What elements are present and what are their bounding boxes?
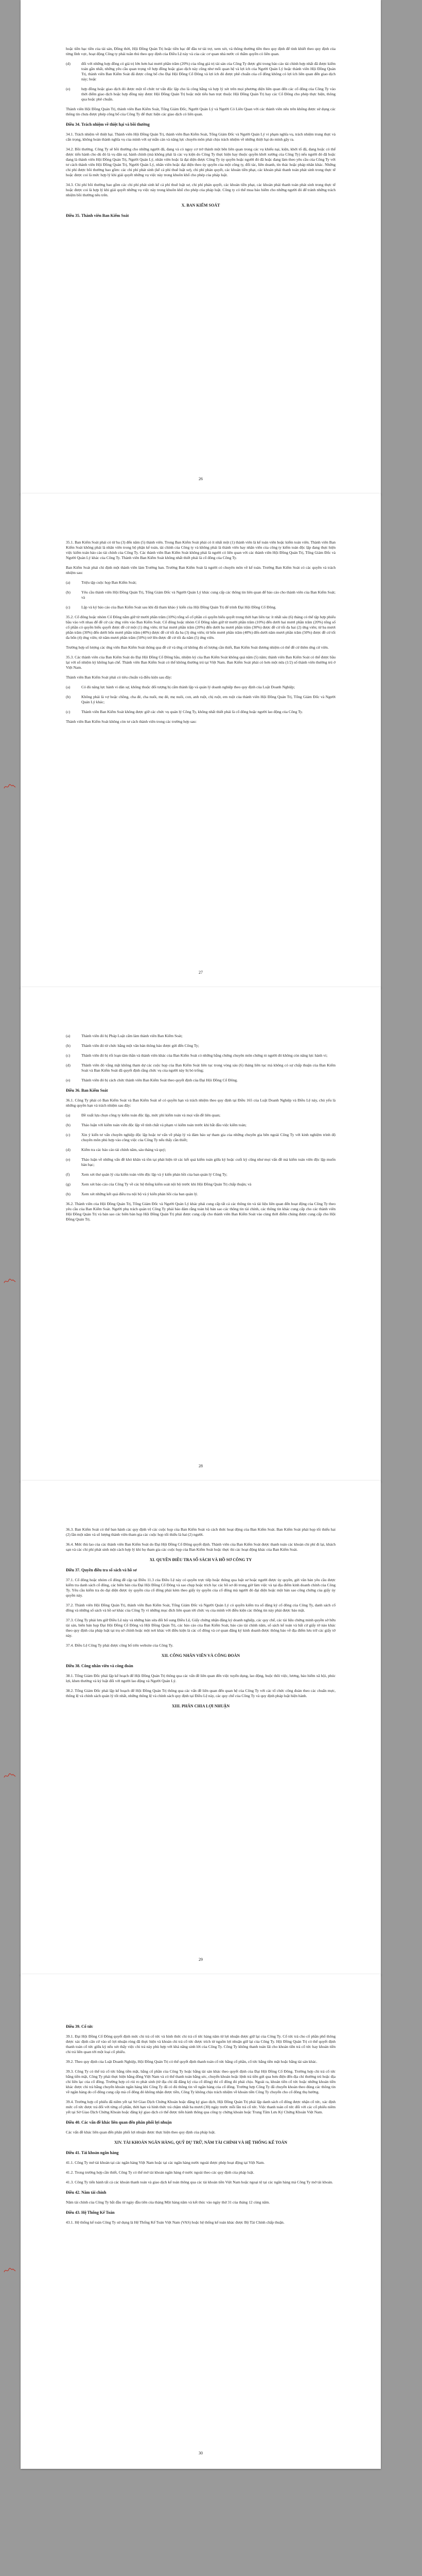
list-item-text: đối với những hợp đồng có giá trị lớn hơn hai mươi phần trăm (20%) của tổng giá trị tài sản của Công Ty được ghi trong báo cáo tài chính hợp nhất đã được kiểm toán gần nhất, những yêu cầu quan trọng về hợp đồng hoặc giao dịch này cũng như mối quan hệ và lợi ích của Người Quản Lý hoặc thành viên Hội Đồng Quản Trị, thành viên Ban Kiểm Soát đã được công bố cho Đại Hội Đồng Cổ Đông và lợi ích đó được phê chuẩn của cổ đông không có lợi ích liên quan đến giao dịch này; hoặc xyxy=(81,61,336,81)
paragraph: 37.2. Thành viên Hội Đồng Quản Trị, thành viên Ban Kiểm Soát, Tổng Giám Đốc và Người Quản Lý có quyền kiểm tra sổ đăng ký cổ đông của Công Ty, danh sách cổ đông và những sổ sách và hồ sơ khác của Công Ty vì những mục đích liên quan tới chức vụ của mình với điều kiện các thông tin này phải được bảo mật. xyxy=(66,1603,336,1613)
list-item-label: (e) xyxy=(66,1157,71,1162)
paragraph: 36.1. Công Ty phải có Ban Kiểm Soát và Ban Kiểm Soát sẽ có quyền hạn và trách nhiệm theo quy định tại Điều 165 của Luật Doanh Nghiệp và Điều Lệ này, chủ yếu là những quyền hạn và trách nhiệm sau đây: xyxy=(66,1098,336,1108)
list-item xyxy=(66,1182,336,1187)
list-item xyxy=(66,61,336,82)
article-heading: Điều 35. Thành viên Ban Kiểm Soát xyxy=(66,213,129,218)
paragraph: 37.4. Điều Lệ Công Ty phải được công bố trên website của Công Ty. xyxy=(66,1643,173,1648)
list-item-text: Thành viên đó vắng mặt không tham dự các cuộc họp của Ban Kiểm Soát liên tục trong vòng sáu (6) tháng liên tục mà không có sự chấp thuận của Ban Kiểm Soát và Ban Kiểm Soát đã quyết định rằng chức vụ của người này bị bỏ trống; xyxy=(81,1063,336,1073)
list-item-label: (b) xyxy=(66,694,71,699)
list-item-label: (a) xyxy=(66,1033,71,1038)
initial-mark xyxy=(3,2267,16,2274)
list-item-text: Thành viên đó bị rối loạn tâm thần và thành viên khác của Ban Kiểm Soát có những bằng chứng chuyên môn chứng tỏ người đó không còn năng lực hành vi; xyxy=(81,1053,328,1058)
document-page xyxy=(21,1974,381,2469)
chapter-heading: XII. CÔNG NHÂN VIÊN VÀ CÔNG ĐOÀN xyxy=(161,1653,240,1658)
paragraph: 43.1. Hệ thống kế toán Công Ty sử dụng là Hệ Thống Kế Toán Việt Nam (VAS) hoặc hệ thống kế toán khác được Bộ Tài Chính chấp thuận. xyxy=(66,2220,285,2225)
page-content xyxy=(21,494,381,724)
paragraph: 39.4. Trường hợp cổ phiếu đã niêm yết tại Sở Giao Dịch Chứng Khoán hoặc đăng ký giao dịch, Hội Đồng Quản Trị phải lập danh sách cổ đông được nhận cổ tức, xác định mức cổ tức được trả đối với từng cổ phần, thời hạn và hình thức trả chậm nhất ba mươi (30) ngày trước mỗi lần trả cổ tức. Việc thanh toán cổ tức đối với các cổ phiếu niêm yết tại Sở Giao Dịch Chứng Khoán hoặc đăng ký giao dịch có thể được tiến hành thông qua công ty chứng khoán hoặc Trung Tâm Lưu Ký Chứng Khoán Việt Nam. xyxy=(66,2099,336,2114)
document-page xyxy=(21,1481,381,1975)
paragraph: 39.3. Công Ty có thể trả cổ tức bằng tiền mặt, bằng cổ phần của Công Ty hoặc bằng tài sản khác theo quyết định của Đại Hội Đồng Cổ Đông. Trường hợp chi trả cổ tức bằng tiền mặt, Công Ty phải thực hiện bằng đồng Việt Nam và có thể thanh toán bằng séc, chuyển khoản hoặc lệnh trả tiền gửi qua bưu điện đến địa chỉ thường trú hoặc địa chỉ liên lạc của cổ đông. Trường hợp có rủi ro phát sinh (từ địa chỉ đã đăng ký của cổ đông) thì cổ đông đó phải chịu. Ngoài ra, khoản tiền cổ tức hoặc những khoản tiền khác được chi trả bằng chuyển khoản ngân hàng khi Công Ty đã có đủ thông tin về ngân hàng của cổ đông. Trường hợp Công Ty đã chuyển khoản theo đúng các thông tin về ngân hàng do cổ đông cung cấp mà cổ đông đó không nhận được tiền, Công Ty không chịu trách nhiệm về khoản tiền Công Ty chuyển cho cổ đông thụ hưởng. xyxy=(66,2069,336,2094)
list-item xyxy=(66,1053,336,1058)
list-item-label: (d) xyxy=(66,1063,71,1067)
list-item xyxy=(66,685,336,690)
list-item-text: Thảo luận về những vấn đề khó khăn và tồn tại phát hiện từ các kết quả kiểm toán giữa kỳ hoặc cuối kỳ cũng như mọi vấn đề mà kiểm toán viên độc lập muốn bàn bạc; xyxy=(81,1157,336,1167)
paragraph: 37.3. Công Ty phải lưu giữ Điều Lệ này và những bản sửa đổi bổ sung Điều Lệ, Giấy chứng nhận đăng ký doanh nghiệp, các quy chế, các tài liệu chứng minh quyền sở hữu tài sản, biên bản họp Đại Hội Đồng Cổ Đông và Hội Đồng Quản Trị, các báo cáo của Ban Kiểm Soát, báo cáo tài chính năm, sổ sách kế toán và bất cứ giấy tờ nào khác theo quy định của pháp luật tại trụ sở chính hoặc một nơi khác với điều kiện là các cổ đông và cơ quan đăng ký kinh doanh được thông báo về địa điểm lưu trữ các giấy tờ này. xyxy=(66,1618,336,1638)
list-item-label: (f) xyxy=(66,1172,70,1177)
list-item xyxy=(66,1132,336,1143)
list-item-label: (c) xyxy=(66,709,71,714)
list-item-text: Xin ý kiến tư vấn chuyên nghiệp độc lập hoặc tư vấn về pháp lý và đảm bảo sự tham gia của những chuyên gia bên ngoài Công Ty với kinh nghiệm trình độ chuyên môn phù hợp vào công việc của Công Ty nếu thấy cần thiết; xyxy=(81,1132,336,1142)
article-heading: Điều 43. Hệ Thống Kế Toán xyxy=(66,2210,115,2215)
initial-mark xyxy=(3,1772,16,1780)
paragraph: 36.2. Thành viên của Hội Đồng Quản Trị, Tổng Giám Đốc và Người Quản Lý khác phải cung cấp tất cả các thông tin và tài liệu liên quan đến hoạt động của Công Ty theo yêu cầu của Ban Kiểm Soát. Người phụ trách quản trị Công Ty phải bảo đảm rằng toàn bộ bản sao các thông tin tài chính, các thông tin khác cung cấp cho các thành viên Hội Đồng Quản Trị và bản sao các biên bản họp Hội Đồng Quản Trị phải được cung cấp cho thành viên Ban Kiểm Soát vào cùng thời điểm chúng được cung cấp cho Hội Đồng Quản Trị. xyxy=(66,1201,336,1222)
paragraph: 41.3. Công Ty tiến hành tất cả các khoản thanh toán và giao dịch kế toán thông qua các tài khoản tiền Việt Nam hoặc ngoại tệ tại các ngân hàng mà Công Ty mở tài khoản. xyxy=(66,2180,333,2184)
list-item xyxy=(66,87,336,102)
article-heading: Điều 36. Ban Kiểm Soát xyxy=(66,1088,108,1093)
paragraph: Trường hợp số lượng các ứng viên Ban Kiểm Soát thông qua đề cử và ứng cử không đủ số lượng cần thiết, Ban Kiểm Soát đương nhiệm có thể đề cử thêm ứng cử viên. xyxy=(66,645,329,650)
paragraph: 36.3. Ban Kiểm Soát có thể ban hành các quy định về các cuộc họp của Ban Kiểm Soát và cách thức hoạt động của Ban Kiểm Soát. Ban Kiểm Soát phải họp tối thiểu hai (2) lần một năm và số lượng thành viên tham gia các cuộc họp tối thiểu là hai (2) người. xyxy=(66,1527,336,1537)
list-item-label: (a) xyxy=(66,685,71,689)
paragraph: Năm tài chính của Công Ty bắt đầu từ ngày đầu tiên của tháng Một hàng năm và kết thúc vào ngày thứ 31 của tháng 12 cùng năm. xyxy=(66,2200,270,2205)
list-item-text: Xem xét những kết quả điều tra nội bộ và ý kiến phản hồi của ban quản lý. xyxy=(81,1192,198,1196)
paragraph: 41.2. Trong trường hợp cần thiết, Công Ty có thể mở tài khoản ngân hàng ở nước ngoài theo các quy định của pháp luật. xyxy=(66,2170,254,2175)
page-number: 28 xyxy=(199,1464,203,1468)
list-item xyxy=(66,694,336,705)
list-item-text: Thành viên đó bị Pháp Luật cấm làm thành viên Ban Kiểm Soát; xyxy=(81,1033,183,1038)
article-heading: Điều 41. Tài khoản ngân hàng xyxy=(66,2150,119,2155)
paragraph: 35.3. Các thành viên của Ban Kiểm Soát do Đại Hội Đồng Cổ Đông bầu, nhiệm kỳ của Ban Kiểm Soát không quá năm (5) năm; thành viên Ban Kiểm Soát có thể được bầu lại với số nhiệm kỳ không hạn chế. Thành viên Ban Kiểm Soát có thể không thường trú tại Việt Nam. Ban Kiểm Soát phải có hơn một nửa (1/2) số thành viên thường trú ở Việt Nam. xyxy=(66,655,336,670)
paragraph: Thành viên Ban Kiểm Soát phải có tiêu chuẩn và điều kiện sau đây: xyxy=(66,675,172,680)
chapter-heading: X. BAN KIỂM SOÁT xyxy=(181,203,220,208)
list-item-text: Xem xét thư quản lý của kiểm toán viên độc lập và ý kiến phản hồi của ban quản lý Công Ty; xyxy=(81,1172,227,1177)
paragraph: 35.1. Ban Kiểm Soát phải có từ ba (3) đến năm (5) thành viên. Trong Ban Kiểm Soát phải có ít nhất một (1) thành viên là kế toán viên hoặc kiểm toán viên. Thành viên Ban Kiểm Soát không phải là nhân viên trong bộ phận kế toán, tài chính của Công ty và không phải là thành viên hay nhân viên của công ty kiểm toán độc lập đang thực hiện việc kiểm toán báo cáo tài chính của Công Ty. Các thành viên Ban Kiểm Soát không phải là người có liên quan với các thành viên Hội Đồng Quản Trị, Tổng Giám Đốc và Người Quản Lý khác của Công Ty. Thành viên Ban Kiểm Soát không nhất thiết phải là cổ đông của Công Ty. xyxy=(66,540,336,560)
article-heading: Điều 40. Các vấn đề khác liên quan đến phân phối lợi nhuận xyxy=(66,2120,172,2125)
list-item xyxy=(66,605,336,610)
list-item xyxy=(66,1033,336,1039)
paragraph: 35.2. Cổ đông hoặc nhóm Cổ Đông nắm giữ từ mười phần trăm (10%) tổng số cổ phần có quyền biểu quyết trong thời hạn liên tục ít nhất sáu (6) tháng có thể tập hợp phiếu bầu vào với nhau để đề cử các ứng viên vào Ban Kiểm Soát. Cổ đông hoặc nhóm Cổ Đông nắm giữ từ mười phần trăm (10%) đến dưới hai mươi phần trăm (20%) tổng số cổ phần có quyền biểu quyết được đề cử một (1) ứng viên; từ hai mươi phần trăm (20%) đến dưới ba mươi phần trăm (30%) được đề cử tối đa hai (2) ứng viên; từ ba mươi phần trăm (30%) đến dưới bốn mươi phần trăm (40%) được đề cử tối đa ba (3) ứng viên; từ bốn mươi phần trăm (40%) đến dưới năm mươi phần trăm (50%) được đề cử tối đa bốn (4) ứng viên; từ năm mươi phần trăm (50%) trở lên được đề cử tối đa năm (5) ứng viên. xyxy=(66,615,336,640)
article-heading: Điều 37. Quyền điều tra sổ sách và hồ sơ xyxy=(66,1568,137,1572)
page-content xyxy=(21,987,381,1222)
list-item-text: Có đủ năng lực hành vi dân sự, không thuộc đối tượng bị cấm thành lập và quản lý doanh nghiệp theo quy định của Luật Doanh Nghiệp; xyxy=(81,685,295,689)
list-item-text: hợp đồng hoặc giao dịch đó được một tổ chức tư vấn độc lập cho là công bằng và hợp lý xét trên mọi phương diện liên quan đến các cổ đông của Công Ty vào thời điểm giao dịch hoặc hợp đồng này được Hội Đồng Quản Trị hoặc một tiểu ban trực thuộc Hội Đồng Quản Trị hay các Cổ Đông cho phép thực hiện, thông qua hoặc phê chuẩn. xyxy=(81,87,336,101)
list-item-label: (e) xyxy=(66,87,71,91)
paragraph: Thành viên Hội Đồng Quản Trị, thành viên Ban Kiểm Soát, Tổng Giám Đốc, Người Quản Lý và Người Có Liên Quan với các thành viên nêu trên không được sử dụng các thông tin chưa được phép công bố của Công Ty để thực hiện các giao dịch có liên quan. xyxy=(66,107,336,116)
document-page xyxy=(21,987,381,1482)
list-item-label: (a) xyxy=(66,580,71,585)
list-item-label: (b) xyxy=(66,590,71,595)
page-number: 30 xyxy=(199,2451,203,2455)
article-heading: Điều 42. Năm tài chính xyxy=(66,2190,107,2195)
initial-mark xyxy=(3,1278,16,1285)
list-item-text: Yêu cầu thành viên Hội Đồng Quản Trị, Tổng Giám Đốc và Người Quản Lý khác cung cấp các thông tin liên quan để báo cáo cho thành viên của Ban Kiểm Soát; và xyxy=(81,590,336,600)
paragraph: 38.1. Tổng Giám Đốc phải lập kế hoạch để Hội Đồng Quản Trị thông qua các vấn đề liên quan đến việc tuyển dụng, lao động, buộc thôi việc, lương, bảo hiểm xã hội, phúc lợi, khen thưởng và kỷ luật đối với người lao động và Người Quản Lý. xyxy=(66,1673,336,1683)
list-item-label: (b) xyxy=(66,1043,71,1048)
page-content xyxy=(21,0,381,218)
list-item-text: Kiểm tra các báo cáo tài chính năm, sáu tháng và quý; xyxy=(81,1147,166,1152)
list-item xyxy=(66,1043,336,1048)
paragraph: 39.2. Theo quy định của Luật Doanh Nghiệp, Hội Đồng Quản Trị có thể quyết định thanh toán cổ tức bằng cổ phần, cổ tức bằng tiền mặt hoặc bằng tài sản khác. xyxy=(66,2059,318,2064)
list-item-text: Triệu tập cuộc họp Ban Kiểm Soát; xyxy=(81,580,137,585)
paragraph: 41.1. Công Ty mở tài khoản tại các ngân hàng Việt Nam hoặc tại các ngân hàng nước ngoài được phép hoạt động tại Việt Nam. xyxy=(66,2160,265,2165)
list-item xyxy=(66,580,336,585)
article-heading: Điều 34. Trách nhiệm về thiệt hại và bồi thường xyxy=(66,122,150,127)
page-content xyxy=(21,1974,381,2225)
paragraph: Ban Kiểm Soát phải chỉ định một thành viên làm Trưởng ban. Trưởng Ban Kiểm Soát là người có chuyên môn về kế toán. Trưởng Ban Kiểm Soát có các quyền và trách nhiệm sau: xyxy=(66,565,336,575)
article-heading: Điều 38. Công nhân viên và công đoàn xyxy=(66,1664,133,1668)
list-item xyxy=(66,709,336,715)
list-item-label: (a) xyxy=(66,1113,71,1117)
paragraph: 39.1. Đại Hội Đồng Cổ Đông quyết định mức chi trả cổ tức và hình thức chi trả cổ tức hàng năm từ lợi nhuận được giữ lại của Công Ty. Cổ tức trả cho cổ phần phổ thông được xác định căn cứ vào số lợi nhuận ròng đã thực hiện và khoản chi trả cổ tức được trích từ nguồn lợi nhuận giữ lại của Công Ty. Hội Đồng Quản Trị có thể quyết định thanh toán cổ tức giữa kỳ nếu xét thấy việc chi trả này phù hợp với khả năng sinh lời của Công Ty. Công Ty không thanh toán lãi cho khoản tiền trả cổ tức hay khoản tiền chi trả liên quan tới một loại cổ phiếu. xyxy=(66,2034,336,2054)
list-item xyxy=(66,1157,336,1167)
list-item-text: Đề xuất lựa chọn công ty kiểm toán độc lập, mức phí kiểm toán và mọi vấn đề liên quan; xyxy=(81,1113,221,1117)
chapter-heading: XIV. TÀI KHOẢN NGÂN HÀNG, QUỸ DỰ TRỮ, NĂM TÀI CHÍNH VÀ HỆ THỐNG KẾ TOÁN xyxy=(114,2140,288,2145)
document-page xyxy=(21,0,381,495)
list-item-label: (c) xyxy=(66,1053,71,1058)
list-item xyxy=(66,1147,336,1153)
page-content xyxy=(21,1481,381,1709)
paragraph: 38.2. Tổng Giám Đốc phải lập kế hoạch để Hội Đồng Quản Trị thông qua các vấn đề liên quan đến quan hệ của Công Ty với các tổ chức công đoàn theo các chuẩn mực, thông lệ và chính sách quản lý tốt nhất, những thông lệ và chính sách quy định tại Điều Lệ này, các quy chế của Công Ty và quy định pháp luật hiện hành. xyxy=(66,1688,336,1698)
list-item xyxy=(66,1192,336,1197)
paragraph: hoặc tiền bạc tiền của tài sản, Đồng thời, Hội Đồng Quản Trị hoặc tiền bạc để đầu tư tài trợ, xem xét, và thông thường tiền theo quy định để tinh khiết theo quy định của từng lĩnh vực, hoạt động Công ty phải tuân thủ theo quy định của Điều Lệ này và của các cơ quan nhà nước có thẩm quyền có liên quan. xyxy=(66,46,336,56)
list-item-text: Thành viên Ban Kiểm Soát không được giữ các chức vụ quản lý Công Ty, không nhất thiết phải là cổ đông hoặc người lao động của Công Ty. xyxy=(81,709,303,714)
article-heading: Điều 39. Cổ tức xyxy=(66,2024,93,2029)
list-item-label: (d) xyxy=(66,61,71,66)
paragraph: 34.3. Chi phí bồi thường bao gồm các chi phí phát sinh kể cả phí thuê luật sư, chi phí phán quyết, các khoản tiền phạt, các khoản phải thanh toán phát sinh trong thực tế hoặc được coi là hợp lý khi giải quyết những vụ việc này trong khuôn khổ cho phép của pháp luật. Công ty có thể mua bảo hiểm cho những người đó để tránh những trách nhiệm bồi thường nêu trên. xyxy=(66,182,336,197)
list-item xyxy=(66,1063,336,1073)
list-item-label: (d) xyxy=(66,1147,71,1152)
list-item-text: Xem xét báo cáo của Công Ty về các hệ thống kiểm soát nội bộ trước khi Hội Đồng Quản Trị chấp thuận; và xyxy=(81,1182,252,1187)
list-item xyxy=(66,1123,336,1128)
paragraph: Thành viên Ban Kiểm Soát không còn tư cách thành viên trong các trường hợp sau: xyxy=(66,719,197,724)
list-item-label: (g) xyxy=(66,1182,71,1187)
list-item-text: Thảo luận với kiểm toán viên độc lập về tính chất và phạm vi kiểm toán trước khi bắt đầu việc kiểm toán; xyxy=(81,1123,247,1127)
list-item-label: (h) xyxy=(66,1192,71,1196)
document-page xyxy=(21,494,381,988)
page-number: 27 xyxy=(199,970,203,975)
list-item-text: Thành viên đó từ chức bằng một văn bản thông báo được gửi đến Công Ty; xyxy=(81,1043,199,1048)
list-item-text: Không phải là vợ hoặc chồng, cha đẻ, cha nuôi, mẹ đẻ, mẹ nuôi, con, anh ruột, chị ruột, em ruột của thành viên Hội Đồng Quản Trị, Tổng Giám Đốc và Người Quản Lý khác; xyxy=(81,694,336,704)
chapter-heading: XIII. PHÂN CHIA LỢI NHUẬN xyxy=(171,1704,230,1708)
page-number: 26 xyxy=(199,477,203,481)
list-item-label: (b) xyxy=(66,1123,71,1127)
list-item-label: (e) xyxy=(66,1078,71,1082)
list-item xyxy=(66,1172,336,1177)
list-item-text: Thành viên đó bị cách chức thành viên Ban Kiểm Soát theo quyết định của Đại Hội Đồng Cổ Đông. xyxy=(81,1078,238,1082)
list-item-label: (c) xyxy=(66,1132,71,1137)
chapter-heading: XI. QUYỀN ĐIỀU TRA SỔ SÁCH VÀ HỒ SƠ CÔNG TY xyxy=(149,1557,252,1562)
paragraph: 36.4. Mức thù lao của các thành viên Ban Kiểm Soát do Đại Hội Đồng Cổ Đông quyết định. Thành viên của Ban Kiểm Soát được thanh toán các khoản chi phí đi lại, khách sạn và các chi phí phát sinh một cách hợp lý khi họ tham gia các cuộc họp của Ban Kiểm Soát hoặc thực thi các hoạt động khác của Ban Kiểm Soát. xyxy=(66,1542,336,1552)
list-item xyxy=(66,590,336,600)
list-item-text: Lập và ký báo cáo của Ban Kiểm Soát sau khi đã tham khảo ý kiến của Hội Đồng Quản Trị để trình Đại Hội Đồng Cổ Đông. xyxy=(81,605,276,609)
paragraph: 34.2. Bồi thường. Công Ty sẽ bồi thường cho những người đã, đang và có nguy cơ trở thành một bên liên quan trong các vụ khiếu nại, kiện, khởi tố đã, đang hoặc có thể được tiến hành cho dù đó là vụ dân sự, hành chính (mà không phải là các vụ kiện do Công Ty thực hiện hay thuộc quyền khởi xướng của Công Ty) nếu người đó đã hoặc đang là thành viên Hội Đồng Quản Trị, Người Quản Lý, nhân viên hoặc là đại diện được Công Ty ủy quyền hoặc người đó đã hoặc đang làm theo yêu cầu của Công Ty với tư cách thành viên Hội Đồng Quản Trị, Người Quản Lý, nhân viên hoặc đại diện theo ủy quyền của một công ty, đối tác, liên doanh, tín thác hoặc pháp nhân khác. Những chi phí được bồi thường bao gồm: các chi phí phát sinh (kể cả phí thuê luật sư), chi phí phán quyết, các khoản tiền phạt, các khoản phải thanh toán phát sinh trong thực tế hoặc được coi là mức hợp lý khi giải quyết những vụ việc này trong khuôn khổ cho phép của pháp luật. xyxy=(66,147,336,177)
list-item xyxy=(66,1113,336,1118)
list-item-label: (c) xyxy=(66,605,71,609)
list-item xyxy=(66,1078,336,1083)
paragraph: 34.1. Trách nhiệm về thiệt hại. Thành viên Hội Đồng Quản Trị, thành viên Ban Kiểm Soát, Tổng Giám Đốc và Người Quản Lý vi phạm nghĩa vụ, trách nhiệm trung thực và cẩn trọng, không hoàn thành nghĩa vụ của mình với sự mẫn cán và năng lực chuyên môn phải chịu trách nhiệm về những thiệt hại do mình gây ra. xyxy=(66,132,336,142)
page-number: 29 xyxy=(199,1957,203,1962)
paragraph: Các vấn đề khác liên quan đến phân phối lợi nhuận được thực hiện theo quy định của pháp luật. xyxy=(66,2130,216,2134)
paragraph: 37.1. Cổ đông hoặc nhóm cổ đông đề cập tại Điều 11.3 của Điều Lệ này có quyền trực tiếp hoặc thông qua luật sư hoặc người được ủy quyền, gửi văn bản yêu cầu được kiểm tra danh sách cổ đông, các biên bản của Đại Hội Đồng Cổ Đông và sao chụp hoặc trích lục các hồ sơ đó trong giờ làm việc và tại địa điểm kinh doanh chính của Công Ty. Yêu cầu kiểm tra do đại diện được ủy quyền của cổ đông phải kèm theo giấy ủy quyền của cổ đông mà người đó đại diện hoặc một bản sao công chứng của giấy ủy quyền này. xyxy=(66,1578,336,1598)
initial-mark xyxy=(3,783,16,790)
